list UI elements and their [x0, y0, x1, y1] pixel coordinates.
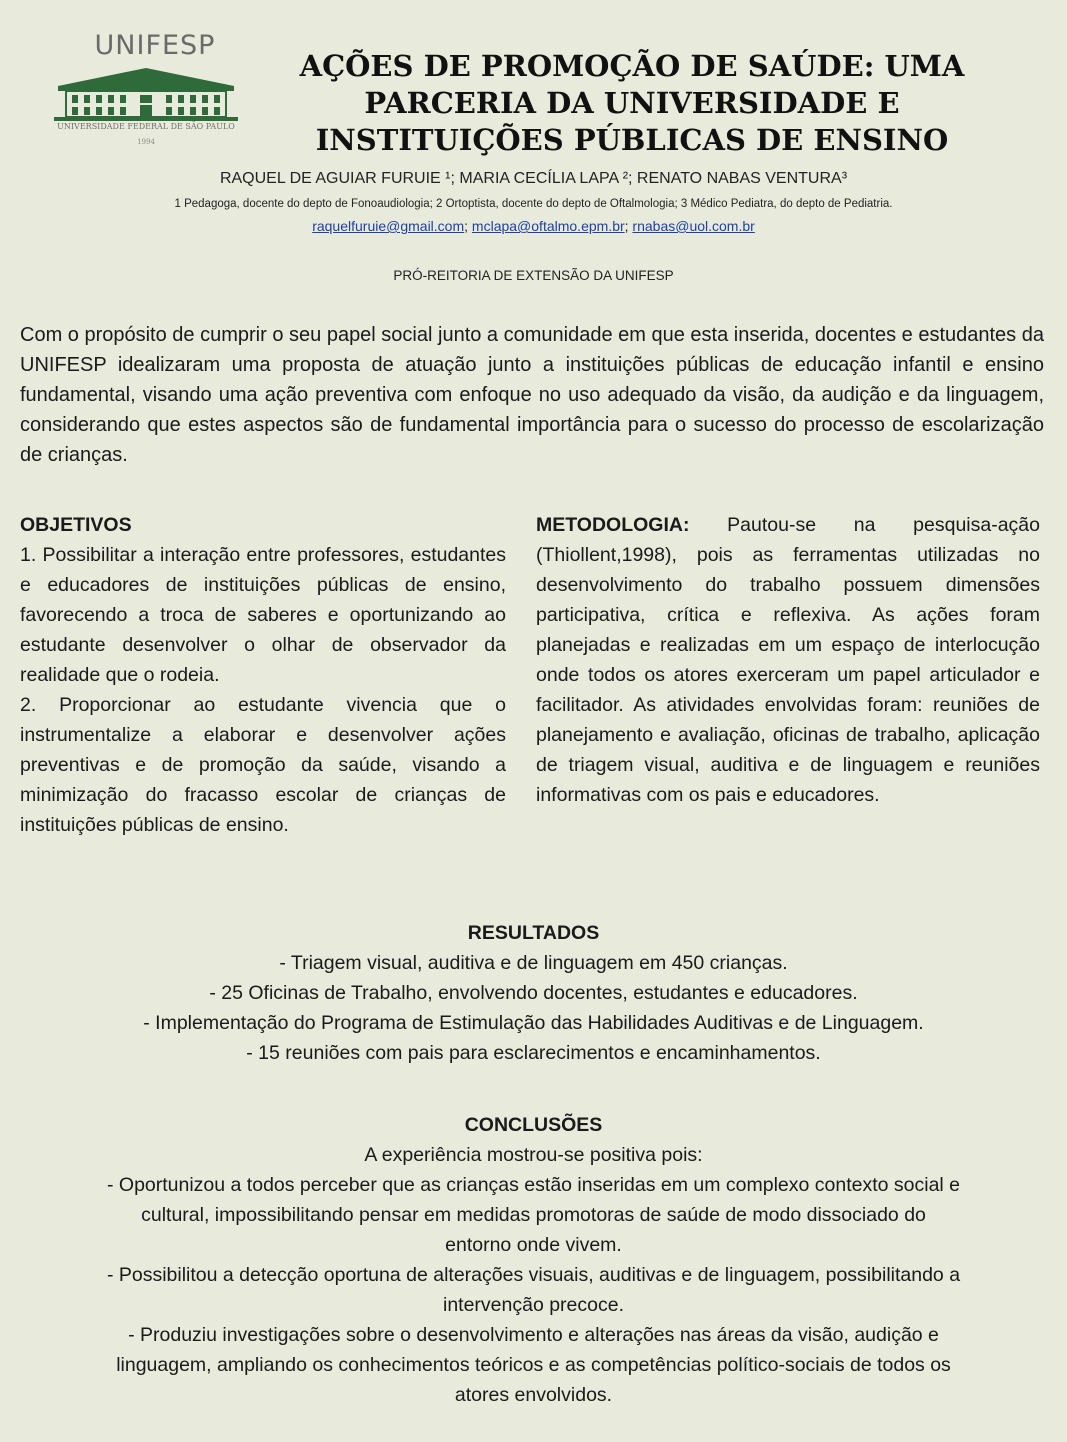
objetivo-item: 2. Proporcionar ao estudante vivencia que o instrumentalize a elaborar e desenvolver ações preventivas e de promoção da saúde, visando a minimização do fracasso escolar de crianças de instituições públicas de ensino.	[20, 694, 506, 836]
resultado-item: - 25 Oficinas de Trabalho, envolvendo docentes, estudantes e educadores.	[209, 982, 858, 1004]
pro-reitoria: PRÓ-REITORIA DE EXTENSÃO DA UNIFESP	[393, 268, 674, 283]
poster-title	[272, 48, 992, 159]
objetivo-item: 1. Possibilitar a interação entre professores, estudantes e educadores de instituições públicas de ensino, favorecendo a troca de saberes e oportunizando ao estudante desenvolver o olhar de observador da realidade que o rodeia.	[20, 544, 506, 686]
title-line: INSTITUIÇÕES PÚBLICAS DE ENSINO	[315, 123, 949, 157]
logo-wordmark: UNIFESP	[94, 30, 216, 61]
title-line: PARCERIA DA UNIVERSIDADE E	[364, 86, 900, 120]
conclusao-line: atores envolvidos.	[454, 1384, 613, 1406]
title-line: AÇÕES DE PROMOÇÃO DE SAÚDE: UMA	[299, 49, 965, 83]
conclusao-line: - Possibilitou a detecção oportuna de alterações visuais, auditivas e de linguagem, possibilitando a	[106, 1264, 961, 1286]
resultados-heading: RESULTADOS	[467, 922, 600, 944]
resultado-item: - 15 reuniões com pais para esclarecimentos e encaminhamentos.	[246, 1042, 821, 1064]
authors: RAQUEL DE AGUIAR FURUIE ¹; MARIA CECÍLIA LAPA ²; RENATO NABAS VENTURA³	[219, 170, 848, 187]
affiliations: 1 Pedagoga, docente do depto de Fonoaudiologia; 2 Ortoptista, docente do depto de Oftalmologia; 3 Médico Pediatra, do depto de Pediatria.	[174, 198, 893, 210]
email-link[interactable]: raquelfuruie@gmail.com	[312, 218, 465, 234]
intro-paragraph: Com o propósito de cumprir o seu papel social junto a comunidade em que esta inserida, docentes e estudantes da UNIFESP idealizaram uma proposta de atuação junto a instituições públicas de educação infantil e ensino fundamental, visando uma ação preventiva com enfoque no uso adequado da visão, da audição e da linguagem, considerando que estes aspectos são de fundamental importância para o sucesso do processo de escolarização de crianças.	[20, 324, 1044, 466]
conclusoes-heading: CONCLUSÕES	[464, 1114, 603, 1136]
conclusao-line: intervenção precoce.	[442, 1294, 625, 1316]
logo-subtitle: UNIVERSIDADE FEDERAL DE SÃO PAULO	[57, 122, 235, 131]
emails	[0, 218, 1067, 234]
email-separator: ;	[464, 218, 472, 234]
logo-year: 1994	[137, 138, 155, 146]
metodologia-heading: METODOLOGIA:	[536, 514, 690, 536]
objetivos-heading: OBJETIVOS	[20, 514, 132, 536]
email-link[interactable]: mclapa@oftalmo.epm.br	[471, 218, 625, 234]
email-link[interactable]: rnabas@uol.com.br	[632, 218, 755, 234]
metodologia-section	[536, 510, 1040, 810]
email-separator: ;	[624, 218, 633, 234]
conclusao-line: entorno onde vivem.	[445, 1234, 622, 1256]
conclusoes-section	[14, 1110, 1053, 1410]
resultados-section	[14, 918, 1053, 1068]
objetivos-section	[20, 510, 506, 840]
resultado-item: - Implementação do Programa de Estimulação das Habilidades Auditivas e de Linguagem.	[143, 1012, 924, 1034]
unifesp-logo	[48, 28, 244, 156]
conclusao-line: linguagem, ampliando os conhecimentos teóricos e as competências político-sociais de todos os	[116, 1354, 951, 1376]
conclusao-line: - Oportunizou a todos perceber que as crianças estão inseridas em um complexo contexto social e	[106, 1174, 961, 1196]
resultado-item: - Triagem visual, auditiva e de linguagem em 450 crianças.	[279, 952, 788, 974]
conclusao-line: - Produziu investigações sobre o desenvolvimento e alterações nas áreas da visão, audição e	[128, 1324, 939, 1346]
conclusao-line: cultural, impossibilitando pensar em medidas promotoras de saúde de modo dissociado do	[141, 1204, 926, 1226]
conclusao-line: A experiência mostrou-se positiva pois:	[364, 1144, 703, 1166]
building-icon	[48, 64, 244, 122]
metodologia-text: Pautou-se na pesquisa-ação (Thiollent,1998), pois as ferramentas utilizadas no desenvolvimento do trabalho possuem dimensões participativa, crítica e reflexiva. As ações foram planejadas e realizadas em um espaço de interlocução onde todos os atores exerceram um papel articulador e facilitador. As atividades envolvidas foram: reuniões de planejamento e avaliação, oficinas de trabalho, aplicação de triagem visual, auditiva e de linguagem e reuniões informativas com os pais e educadores.	[536, 514, 1040, 806]
